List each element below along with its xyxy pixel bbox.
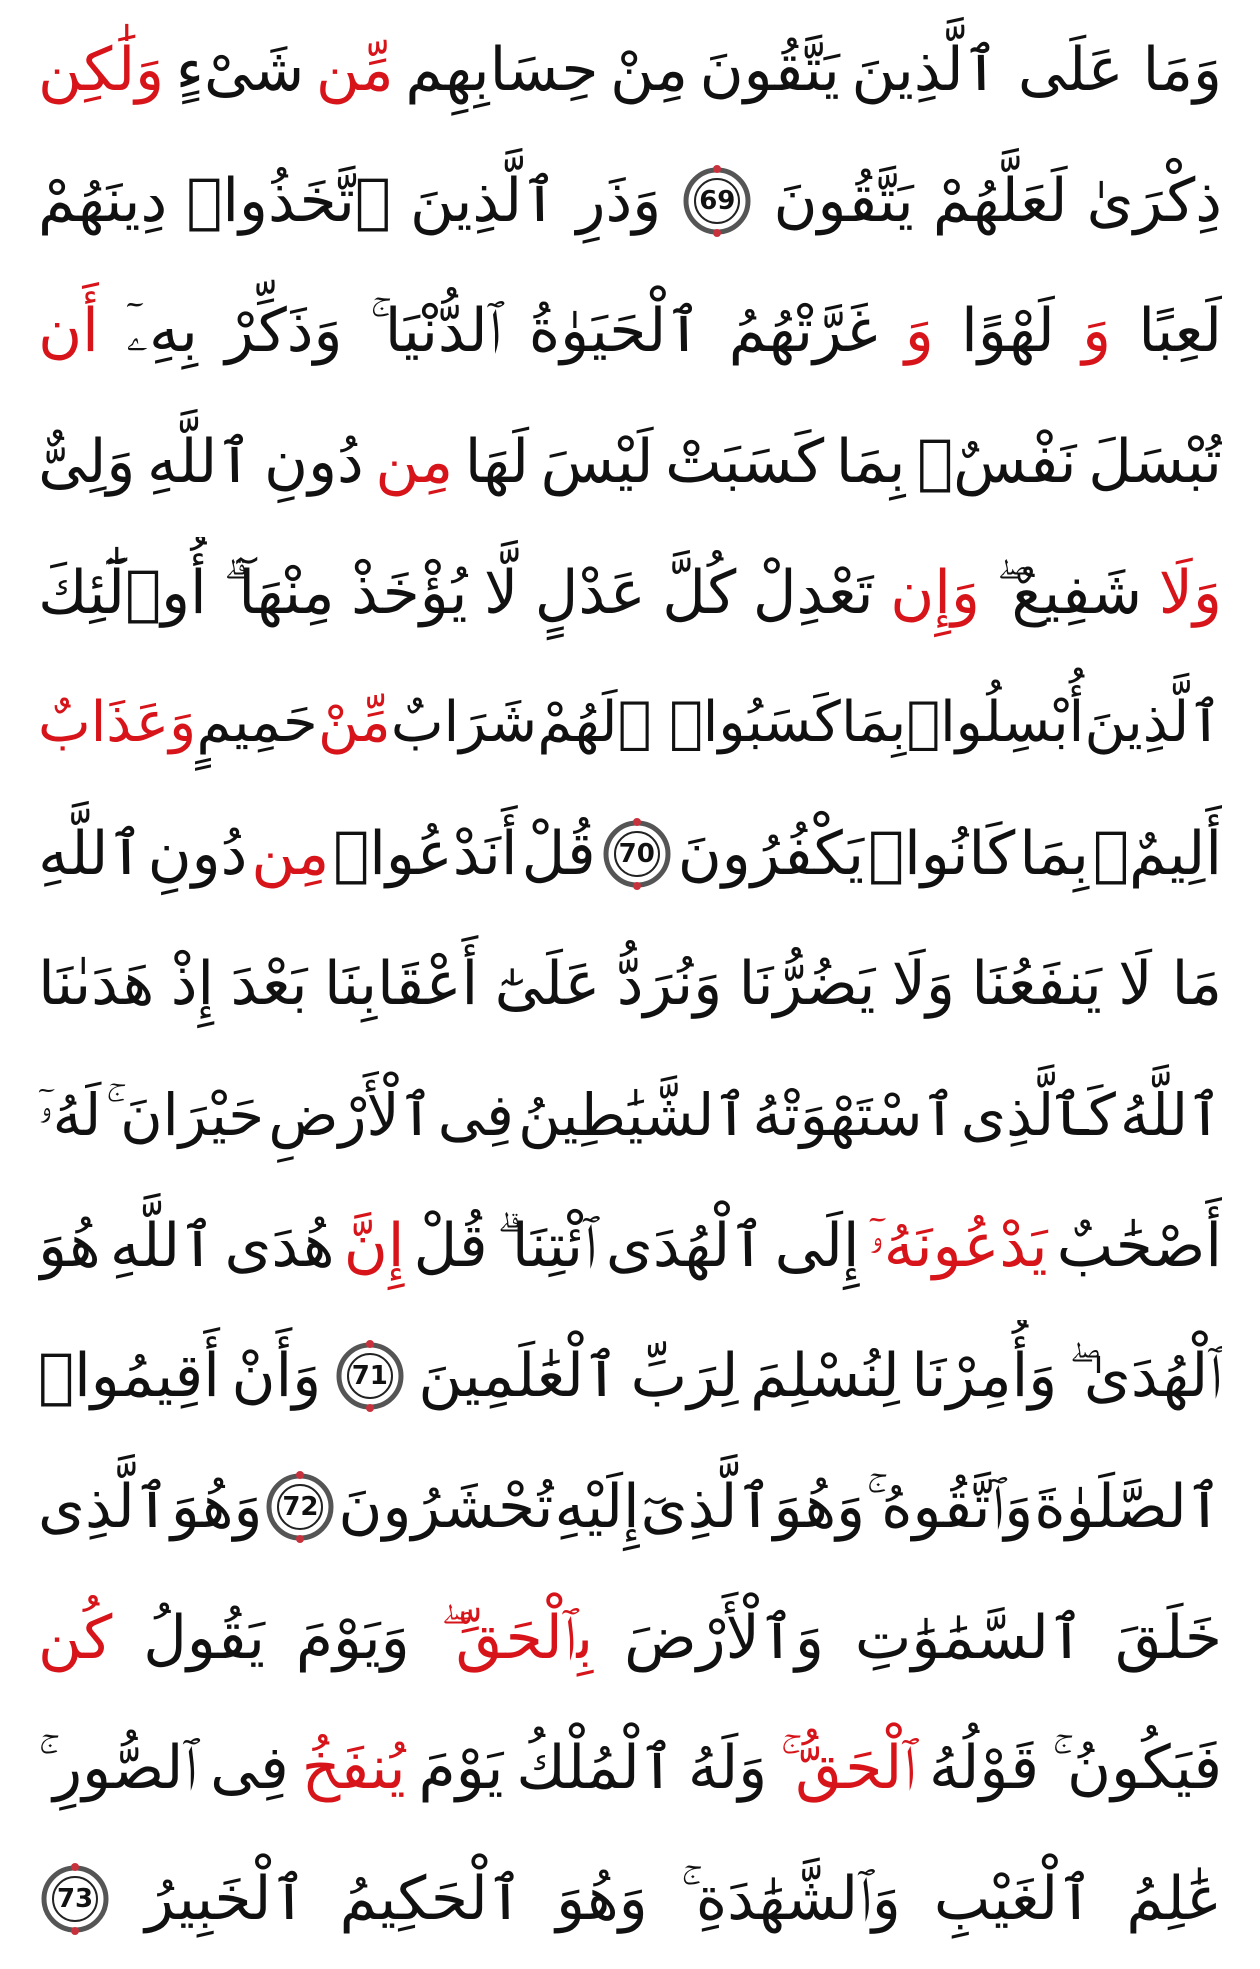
tajweed-word: مِن: [375, 426, 454, 497]
verse-word: فَيَكُونُ ۚ: [1052, 1733, 1222, 1804]
verse-word: قُلْ: [413, 1210, 488, 1281]
verse-word: ٱئْتِنَا ۗ: [496, 1210, 597, 1281]
verse-word: لِنُسْلِمَ: [750, 1341, 900, 1412]
tajweed-word: كُن: [38, 1602, 113, 1673]
verse-word: بِمَا: [1019, 818, 1089, 889]
verse-word: بِمَا: [835, 426, 906, 497]
verse-word: ٱلَّذِى: [38, 1472, 170, 1543]
tajweed-word: وَ: [1082, 296, 1112, 367]
ayah-number-marker: [263, 1470, 337, 1544]
verse-word: ٱلْخَبِيرُ: [145, 1863, 307, 1934]
verse-word: ٱلصُّورِ ۚ: [38, 1733, 198, 1804]
verse-word: أُو۟لَٰٓئِكَ: [38, 557, 207, 628]
verse-word: لَهْوًا: [961, 296, 1055, 367]
verse-word: ٱلْحَيَوٰةُ: [528, 296, 702, 367]
tajweed-word: مِن: [251, 818, 330, 889]
verse-line: [38, 537, 1222, 649]
verse-word: فِى: [437, 1081, 514, 1150]
verse-word: ذِكْرَىٰ: [1086, 165, 1222, 236]
verse-word: ٱلَّذِينَ: [410, 165, 558, 236]
ayah-number-marker: [38, 1862, 112, 1936]
tajweed-word: يُنفَخُ: [301, 1733, 406, 1804]
verse-word: لَهُمْ: [537, 690, 618, 756]
verse-word: وَأُمِرْنَا: [911, 1341, 1058, 1412]
tajweed-word: وَإِن: [890, 557, 980, 628]
verse-word: أَلِيمٌۢ: [1093, 818, 1222, 889]
verse-word: إِذْ: [170, 949, 215, 1020]
verse-word: تُبْسَلَ: [1088, 426, 1222, 497]
verse-line: [38, 145, 1222, 257]
ayah-number: 72: [282, 1492, 319, 1523]
verse-line: [38, 667, 1222, 779]
verse-word: أَعْقَابِنَا: [324, 949, 479, 1020]
verse-word: وَلَهُ: [687, 1733, 768, 1804]
tajweed-word: بِٱلْحَقِّ ۖ: [440, 1602, 594, 1673]
verse-word: وَذَكِّرْ: [225, 296, 343, 367]
verse-word: تُحْشَرُونَ: [338, 1472, 554, 1543]
verse-word: ٱلْأَرْضِ: [268, 1081, 434, 1150]
verse-word: غَرَّتْهُمُ: [728, 296, 878, 367]
verse-word: مَا لَا: [1118, 949, 1222, 1020]
verse-word: يَتَّقُونَ: [699, 35, 840, 105]
verse-word: يَتَّقُونَ: [773, 165, 914, 236]
verse-line: [38, 1582, 1222, 1694]
ayah-accent: [71, 1927, 79, 1935]
verse-word: خَلَقَ: [1115, 1602, 1222, 1673]
verse-word: ٱتَّخَذُوا۟: [186, 165, 391, 236]
verse-word: تَعْدِلْ: [752, 557, 874, 628]
ayah-number: 73: [56, 1883, 94, 1914]
verse-word: ٱلْغَيْبِ: [933, 1863, 1094, 1934]
verse-word: هَدَىٰنَا: [38, 949, 155, 1020]
verse-word: وَنُرَدُّ: [616, 949, 723, 1020]
verse-word: إِلَى: [774, 1210, 860, 1281]
verse-word: قَوْلُهُ: [928, 1733, 1040, 1804]
verse-word: شَىْءٍ: [175, 35, 305, 105]
verse-word: دُونِ: [147, 818, 248, 889]
verse-word: شَفِيعٌ ۖ: [996, 557, 1143, 628]
verse-word: لَّا: [483, 557, 519, 628]
ayah-number: 70: [618, 838, 655, 869]
verse-word: ٱللَّهِ: [109, 1210, 216, 1281]
verse-word: دِينَهُمْ: [38, 165, 168, 236]
verse-word: عَدْلٍ: [534, 557, 646, 628]
tajweed-word: إِنَّ: [343, 1210, 405, 1281]
verse-word: دُونِ: [264, 426, 364, 497]
verse-word: فِى: [210, 1733, 289, 1804]
verse-word: ٱلَّذِىٓ: [640, 1472, 773, 1543]
verse-word: يَوْمَ: [418, 1733, 504, 1804]
verse-word: ٱللَّهُ: [1120, 1081, 1222, 1150]
tajweed-word: وَ: [904, 296, 934, 367]
verse-word: وَٱتَّقُوهُ ۚ: [866, 1472, 1034, 1543]
ayah-accent: [366, 1340, 374, 1348]
verse-line: [38, 798, 1222, 910]
tajweed-word: ٱلْحَقُّ ۚ: [780, 1733, 916, 1804]
verse-word: ٱللَّهِ: [146, 426, 253, 497]
verse-word: لَيْسَ: [540, 426, 654, 497]
verse-line: [38, 1190, 1222, 1302]
tajweed-word: وَلَا: [1158, 557, 1222, 628]
verse-word: ٱلْعَٰلَمِينَ: [418, 1341, 620, 1412]
verse-word: وَيَوْمَ: [295, 1602, 410, 1673]
verse-word: ٱلسَّمَٰوَٰتِ: [854, 1602, 1085, 1673]
tajweed-word: يَدْعُونَهُۥٓ: [868, 1210, 1048, 1281]
verse-word: ٱلْهُدَى: [605, 1210, 766, 1281]
verse-word: كَسَبَتْ: [665, 426, 825, 497]
verse-word: وَهُوَ: [170, 1472, 263, 1543]
verse-word: قُلْ: [521, 818, 596, 889]
verse-word: لَعَلَّهُمْ: [932, 165, 1068, 236]
ayah-number: 71: [351, 1361, 388, 1392]
verse-word: كُلَّ: [662, 557, 737, 628]
verse-word: وَلِىٌّ: [38, 426, 136, 497]
tajweed-word: مِّن: [315, 35, 394, 105]
verse-word: حَمِيمٍ: [196, 690, 318, 756]
tajweed-word: مِّنْ: [317, 690, 391, 756]
verse-word: يَضُرُّنَا: [738, 949, 876, 1020]
verse-word: حَيْرَانَ ۚ: [105, 1081, 265, 1150]
verse-word: يُؤْخَذْ: [351, 557, 468, 628]
tajweed-word: وَلَٰكِن: [38, 35, 165, 105]
verse-line: [38, 406, 1222, 518]
ayah-number: 69: [699, 185, 736, 216]
verse-line: [38, 1712, 1222, 1824]
verse-word: كَسَبُوا۟ ۖ: [617, 690, 841, 756]
ayah-number-marker: [333, 1339, 407, 1413]
ayah-accent: [296, 1535, 304, 1543]
verse-word: ٱلْهُدَىٰ ۖ: [1068, 1341, 1222, 1412]
verse-word: هُدَى: [224, 1210, 335, 1281]
ayah-accent: [713, 165, 721, 173]
verse-word: مِنْ: [610, 35, 688, 105]
verse-word: ٱسْتَهْوَتْهُ: [752, 1081, 957, 1150]
verse-word: لَهَا: [464, 426, 529, 497]
verse-line: [38, 1320, 1222, 1432]
verse-word: وَٱلْأَرْضَ: [624, 1602, 824, 1673]
verse-word: وَذَرِ: [576, 165, 662, 236]
verse-word: أَقِيمُوا۟: [38, 1341, 220, 1412]
ayah-number-marker: [600, 817, 674, 891]
verse-word: بِهِۦٓ: [126, 296, 198, 367]
verse-word: وَأَنْ: [231, 1341, 322, 1412]
verse-word: ٱلشَّيَٰطِينُ: [518, 1081, 749, 1150]
verse-word: لَهُۥٓ: [38, 1081, 102, 1150]
verse-word: بَعْدَ: [230, 949, 308, 1020]
verse-word: ٱلَّذِينَ: [1084, 690, 1222, 756]
verse-word: عَلَىٰٓ: [494, 949, 601, 1020]
verse-word: عَٰلِمُ: [1126, 1863, 1222, 1934]
verse-word: أَصْحَٰبٌ: [1056, 1210, 1222, 1281]
verse-word: وَهُوَ: [773, 1472, 866, 1543]
verse-word: أَنَدْعُوا۟: [333, 818, 518, 889]
verse-line: [38, 275, 1222, 387]
verse-word: حِسَابِهِم: [405, 35, 599, 105]
tajweed-word: أَن: [38, 296, 99, 367]
ayah-accent: [633, 818, 641, 826]
verse-word: يَنفَعُنَا: [971, 949, 1102, 1020]
ayah-accent: [366, 1404, 374, 1412]
verse-word: أُبْسِلُوا۟: [906, 690, 1085, 756]
verse-line: [38, 1451, 1222, 1563]
verse-word: وَٱلشَّهَٰدَةِ ۚ: [680, 1863, 901, 1934]
verse-word: لِرَبِّ: [630, 1341, 739, 1412]
verse-line: [38, 1059, 1222, 1171]
verse-line: [38, 1843, 1222, 1955]
verse-word: ٱلْحَكِيمُ: [339, 1863, 523, 1934]
ayah-accent: [71, 1863, 79, 1871]
ayah-accent: [633, 882, 641, 890]
verse-word: يَكْفُرُونَ: [677, 818, 865, 889]
verse-word: يَقُولُ: [143, 1602, 265, 1673]
verse-word: ٱلْمُلْكُ: [516, 1733, 675, 1804]
verse-word: بِمَا: [841, 690, 907, 756]
verse-word: ٱللَّهِ: [38, 818, 144, 889]
verse-word: شَرَابٌ: [390, 690, 538, 756]
verse-word: نَفْسٌۢ: [917, 426, 1077, 497]
verse-word: لَعِبًا: [1138, 296, 1222, 367]
ayah-number-marker: [680, 164, 754, 238]
verse-line: [38, 14, 1222, 126]
verse-word: وَمَا عَلَى ٱلَّذِينَ: [851, 35, 1222, 105]
verse-word: إِلَيْهِ: [554, 1472, 640, 1543]
verse-word: ٱلصَّلَوٰةَ: [1034, 1472, 1222, 1543]
verse-word: مِنْهَآ ۗ: [223, 557, 335, 628]
verse-word: وَهُوَ: [556, 1863, 648, 1934]
verse-word: وَلَا: [891, 949, 955, 1020]
verse-word: كَٱلَّذِى: [960, 1081, 1116, 1150]
verse-line: [38, 928, 1222, 1040]
verse-word: كَانُوا۟: [868, 818, 1016, 889]
verse-word: ٱلدُّنْيَا ۚ: [369, 296, 502, 367]
ayah-accent: [713, 229, 721, 237]
verse-lines: [38, 14, 1222, 1955]
tajweed-word: وَعَذَابٌ: [38, 690, 197, 756]
verse-word: هُوَ: [38, 1210, 101, 1281]
ayah-accent: [296, 1471, 304, 1479]
